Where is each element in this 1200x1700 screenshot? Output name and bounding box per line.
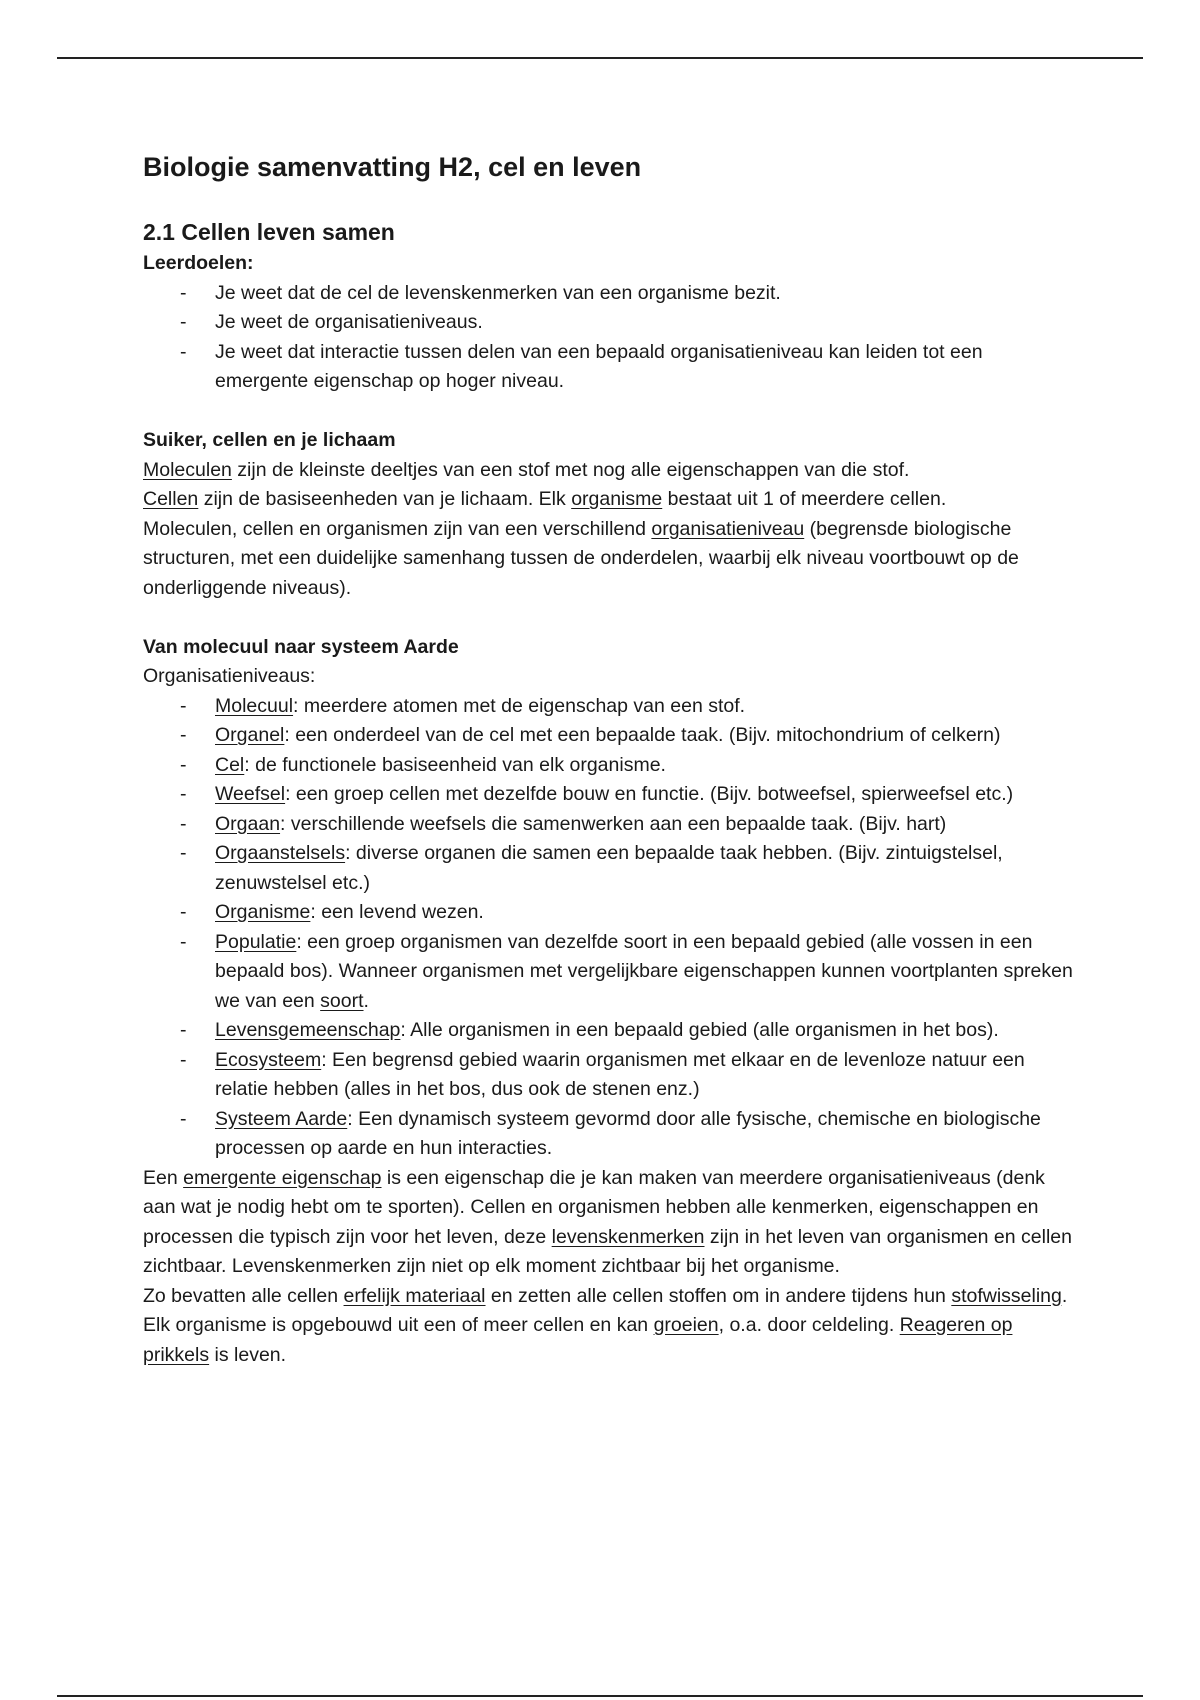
page-title: Biologie samenvatting H2, cel en leven [143,152,642,182]
term: erfelijk materiaal [343,1284,486,1307]
goals-heading: Leerdoelen: [143,252,254,274]
suiker-heading: Suiker, cellen en je lichaam [143,429,396,451]
term: Systeem Aarde [215,1107,348,1130]
term: Orgaan [215,812,281,835]
paragraph-cellen: Cellen zijn de basiseenheden van je lichaam. Elk organisme bestaat uit 1 of meerdere cellen. [143,488,947,510]
paragraph-closing: Zo bevatten alle cellen erfelijk materiaal en zetten alle cellen stoffen om in andere tijdens hun stofwisseling. Elk organisme is opgebouwd uit een of meer cellen en kan groeien, o.a. door celdeling. Reageren op prikkels is leven. [143,1284,1068,1366]
level-item: - Populatie: een groep organismen van dezelfde soort in een bepaald gebied (alle vossen in een bepaald bos). Wanneer organismen met vergelijkbare eigenschappen kunnen voortplanten spreken we van een soort. [215,928,1073,1017]
term: Cel [215,753,245,776]
term: Moleculen [143,458,232,481]
levels-list [143,692,1073,1164]
term: Weefsel [215,783,286,805]
goals-list [143,279,1073,397]
term: emergente eigenschap [183,1166,382,1189]
term: Reageren op prikkels [143,1314,1013,1366]
paragraph-organisatieniveau: Moleculen, cellen en organismen zijn van een verschillend organisatieniveau (begrensde biologische structuren, met een duidelijke samenhang tussen de onderdelen, waarbij elk niveau voortbouwt op de onderliggende niveaus). [143,517,1019,599]
term: Orgaanstelsels [215,842,346,864]
goal-item: - Je weet dat de cel de levenskenmerken van een organisme bezit. [215,279,1073,309]
term: groeien [653,1314,719,1336]
level-item: - Weefsel: een groep cellen met dezelfde bouw en functie. (Bijv. botweefsel, spierweefsel etc.) [215,780,1073,810]
term: Molecuul [215,694,294,717]
term: Populatie [215,930,297,953]
document-body [143,140,1073,1370]
level-item: - Levensgemeenschap: Alle organismen in een bepaald gebied (alle organismen in het bos). [215,1016,1073,1046]
level-item: - Molecuul: meerdere atomen met de eigenschap van een stof. [215,692,1073,722]
level-item: - Cel: de functionele basiseenheid van elk organisme. [215,751,1073,781]
goal-item: - Je weet dat interactie tussen delen van een bepaald organisatieniveau kan leiden tot een emergente eigenschap op hoger niveau. [215,338,1073,397]
term: organisme [571,488,663,510]
level-item: - Orgaanstelsels: diverse organen die samen een bepaalde taak hebben. (Bijv. zintuigstelsel, zenuwstelsel etc.) [215,839,1073,898]
bottom-rule [57,1695,1143,1697]
paragraph-emergent: Een emergente eigenschap is een eigenschap die je kan maken van meerdere organisatieniveaus (denk aan wat je nodig hebt om te sporten). Cellen en organismen hebben alle kenmerken, eigenschappen en processen die typisch zijn voor het leven, deze levenskenmerken zijn in het leven van organismen en cellen zichtbaar. Levenskenmerken zijn niet op elk moment zichtbaar bij het organisme. [143,1166,1072,1277]
term: organisatieniveau [651,517,805,540]
level-item: - Organisme: een levend wezen. [215,898,1073,928]
level-item: - Systeem Aarde: Een dynamisch systeem gevormd door alle fysische, chemische en biologische processen op aarde en hun interacties. [215,1105,1073,1164]
term: soort [320,989,364,1012]
term: stofwisseling [951,1284,1062,1307]
level-item: - Organel: een onderdeel van de cel met een bepaalde taak. (Bijv. mitochondrium of celkern) [215,721,1073,751]
goal-item: - Je weet de organisatieniveaus. [215,308,1073,338]
levels-intro: Organisatieniveaus: [143,665,316,687]
term: levenskenmerken [551,1225,705,1248]
paragraph-moleculen: Moleculen zijn de kleinste deeltjes van een stof met nog alle eigenschappen van die stof. [143,458,910,481]
top-rule [57,57,1143,59]
term: Organisme [215,901,311,923]
term: Levensgemeenschap [215,1019,401,1041]
levels-heading: Van molecuul naar systeem Aarde [143,635,459,658]
section-heading: 2.1 Cellen leven samen [143,219,395,245]
term: Ecosysteem [215,1048,322,1071]
term: Organel [215,724,285,746]
level-item: - Ecosysteem: Een begrensd gebied waarin organismen met elkaar en de levenloze natuur een relatie hebben (alles in het bos, dus ook de stenen enz.) [215,1046,1073,1105]
term: Cellen [143,488,199,510]
level-item: - Orgaan: verschillende weefsels die samenwerken aan een bepaalde taak. (Bijv. hart) [215,810,1073,840]
